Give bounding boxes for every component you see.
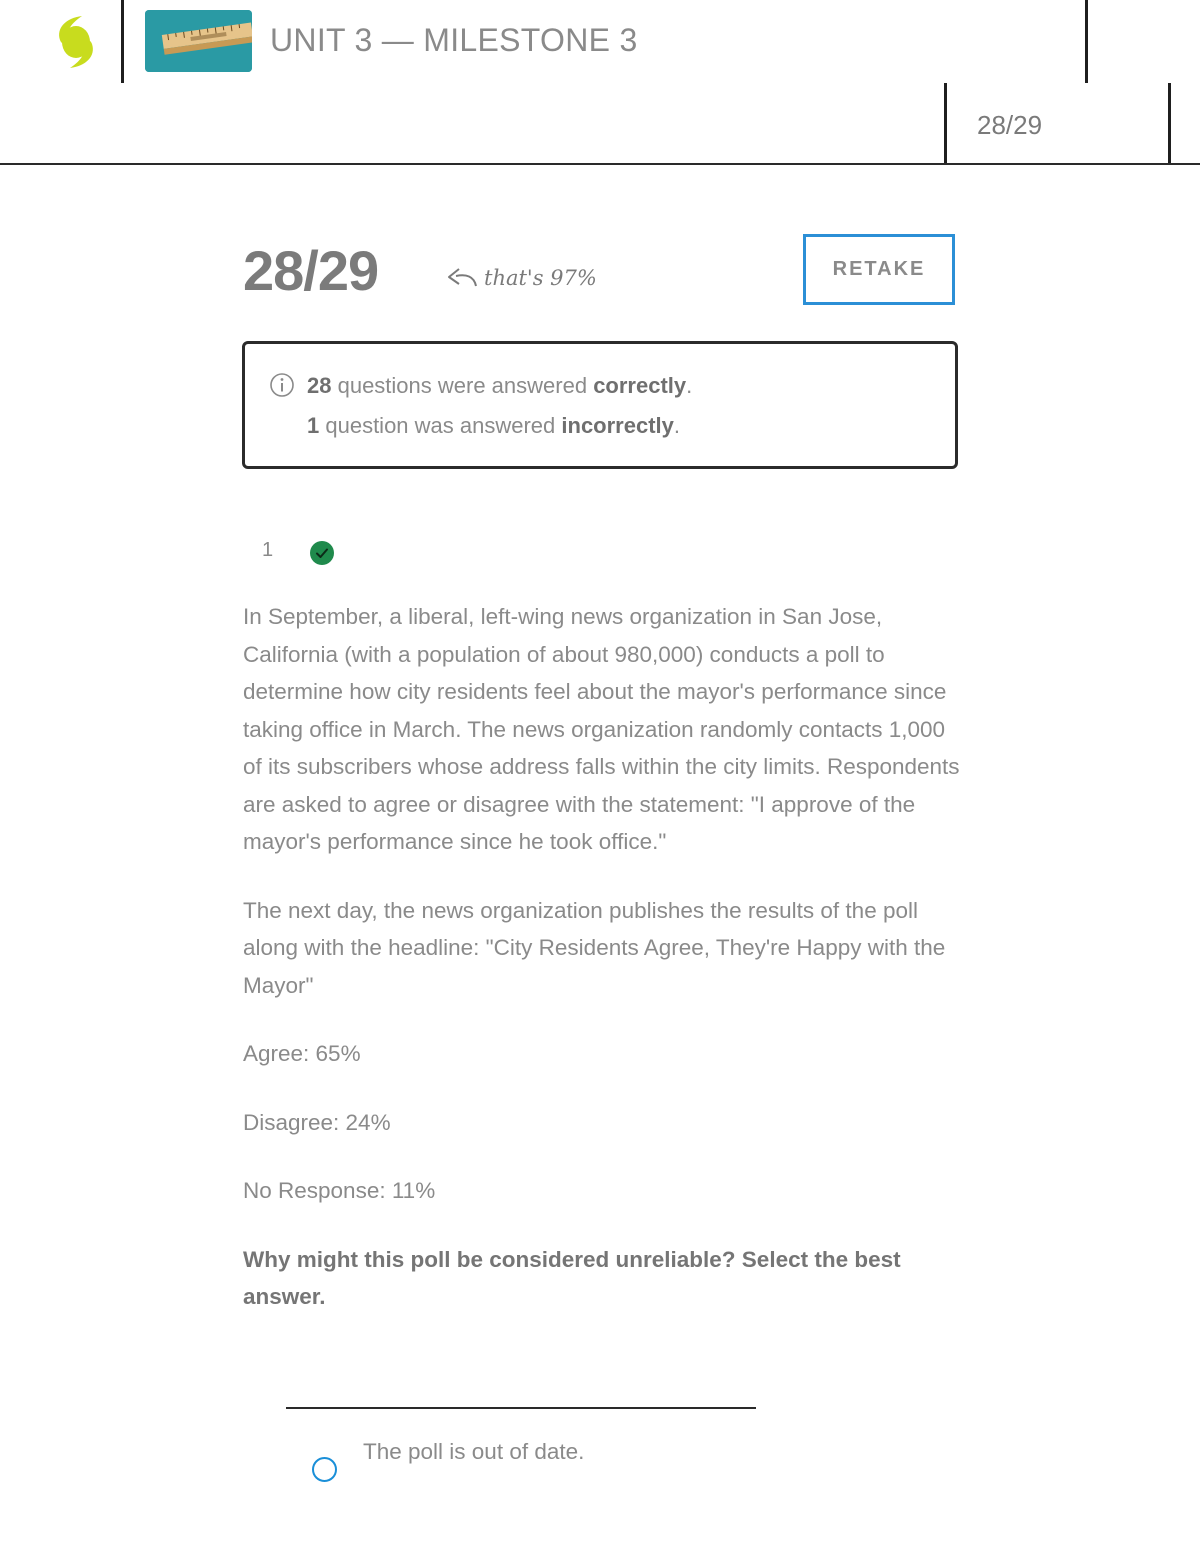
score-box-left-border <box>944 83 947 164</box>
correct-period: . <box>686 373 693 398</box>
result-no-response: No Response: 11% <box>243 1178 436 1203</box>
answer-option-label[interactable]: The poll is out of date. <box>363 1439 585 1464</box>
correct-word: correctly <box>593 373 687 398</box>
header-divider <box>1085 0 1088 83</box>
curved-arrow-icon <box>446 266 478 290</box>
question-paragraph: The next day, the news organization publishes the results of the poll along with the headline: "City Residents Agree, They're Happy with the Mayor" <box>243 897 946 998</box>
summary-incorrect-line <box>307 413 680 439</box>
percent-note <box>446 266 597 290</box>
result-disagree: Disagree: 24% <box>243 1109 391 1135</box>
question-prompt: Why might this poll be considered unreliable? Select the best answer. <box>243 1246 901 1309</box>
results-summary-box <box>242 341 958 469</box>
incorrect-text: question was answered <box>319 413 562 438</box>
correct-check-icon <box>309 540 335 566</box>
result-agree: Agree: 65% <box>243 1041 361 1066</box>
correct-count: 28 <box>307 373 332 398</box>
header-score: 28/29 <box>977 110 1043 140</box>
course-thumbnail <box>145 10 252 72</box>
result-score: 28/29 <box>243 239 379 302</box>
ruler-image-icon <box>145 10 252 72</box>
sophia-logo-icon[interactable] <box>52 14 100 70</box>
incorrect-period: . <box>673 413 681 438</box>
summary-correct-line <box>307 373 692 399</box>
options-divider <box>286 1407 756 1409</box>
unit-title: UNIT 3 — MILESTONE 3 <box>270 22 638 58</box>
info-icon <box>269 372 295 398</box>
question-body <box>243 598 963 1316</box>
retake-button[interactable]: RETAKE <box>803 234 955 305</box>
score-box-right-border <box>1168 83 1171 164</box>
incorrect-count: 1 <box>307 413 320 438</box>
header-divider <box>121 0 124 83</box>
percent-note-text: that's 97% <box>484 266 597 290</box>
header-bottom-border <box>0 163 1200 165</box>
question-paragraph: In September, a liberal, left-wing news organization in San Jose, California (with a population of about 980,000) conducts a poll to determine how city residents feel about the mayor's performance since taking office in March. The news organization randomly contacts 1,000 of its subscribers whose address falls within the city limits. Respondents are asked to agree or disagree with the statement: "I approve of the mayor's performance since he took office." <box>243 604 960 854</box>
correct-text: questions were answered <box>331 373 594 398</box>
answer-option-radio[interactable] <box>312 1457 337 1482</box>
question-number[interactable]: 1 <box>262 539 274 561</box>
incorrect-word: incorrectly <box>561 413 674 438</box>
